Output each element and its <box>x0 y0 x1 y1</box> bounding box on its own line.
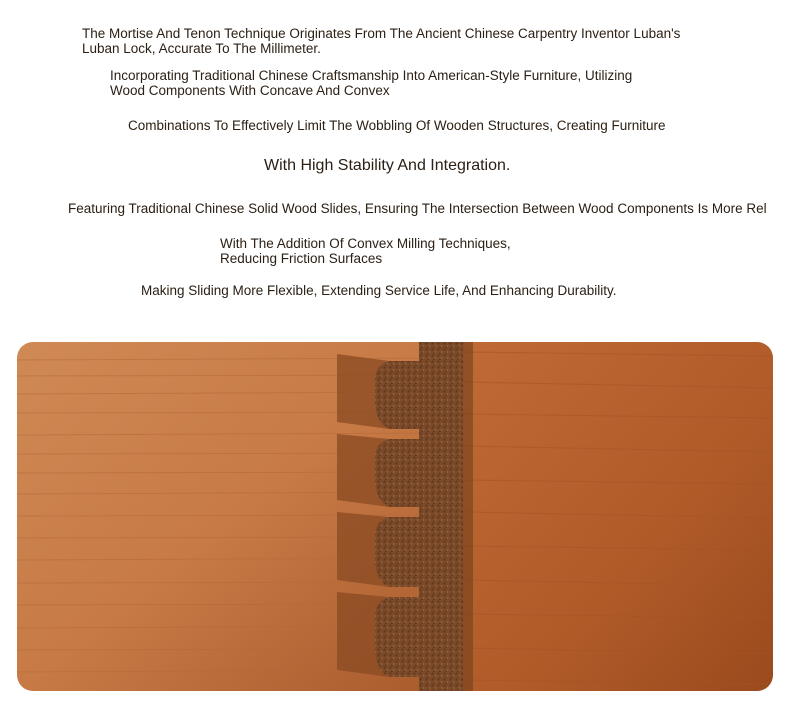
slides-paragraph-line-1: Featuring Traditional Chinese Solid Wood Slides, Ensuring The Intersection Between Wood Components Is More Rel <box>68 201 767 216</box>
intro-paragraph-line-3: Combinations To Effectively Limit The Wobbling Of Wooden Structures, Creating Furniture <box>128 118 666 133</box>
slides-paragraph-line-2: With The Addition Of Convex Milling Techniques, Reducing Friction Surfaces <box>220 236 511 266</box>
intro-paragraph-heading: With High Stability And Integration. <box>264 157 511 174</box>
intro-paragraph-line-2: Incorporating Traditional Chinese Craftsmanship Into American-Style Furniture, Utilizing Wood Components With Concave And Convex <box>110 68 633 98</box>
intro-paragraph-line-1: The Mortise And Tenon Technique Originates From The Ancient Chinese Carpentry Inventor Luban's Luban Lock, Accurate To The Millimeter. <box>82 26 681 56</box>
dovetail-joint-photo <box>17 342 773 691</box>
slides-paragraph-line-3: Making Sliding More Flexible, Extending Service Life, And Enhancing Durability. <box>141 283 617 298</box>
